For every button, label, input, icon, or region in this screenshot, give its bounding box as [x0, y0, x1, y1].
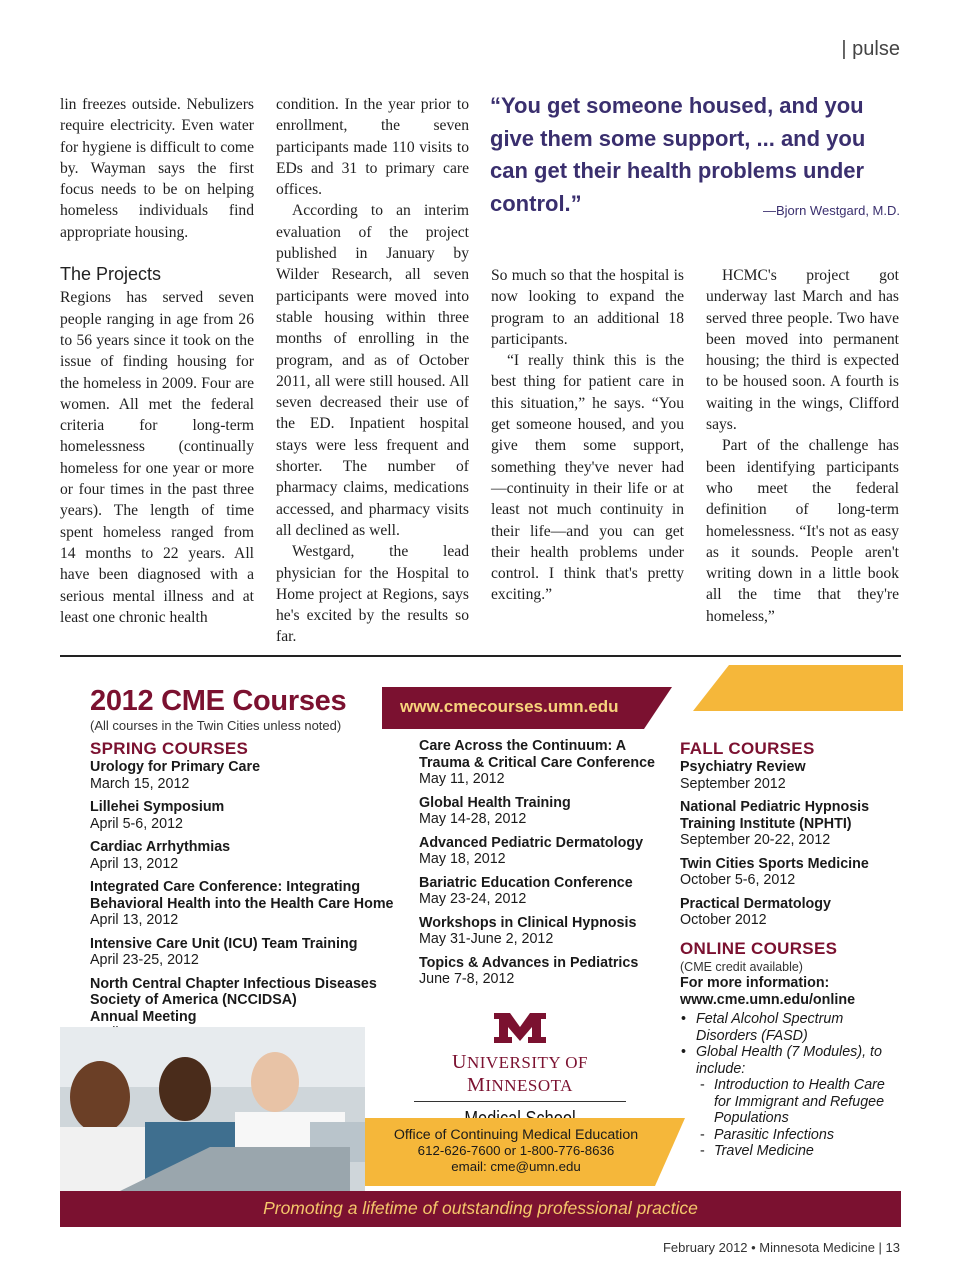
- course-item: [90, 936, 410, 969]
- paragraph: So much so that the hospital is now looking to expand the program to an additional 18 participants.: [491, 267, 684, 348]
- list-subitem: - Introduction to Health Care for Immigrant and Refugee Populations: [700, 1077, 885, 1126]
- course-date: March 15, 2012: [90, 775, 190, 792]
- online-note: (CME credit available): [680, 959, 803, 974]
- block-m-logo-icon: [494, 1013, 546, 1043]
- spring-heading: SPRING COURSES: [90, 739, 249, 758]
- paragraph: lin freezes outside. Nebulizers require electricity. Even water for hygiene is difficult to come by. Wayman says the first focus needs to be on helping homeless individuals find appropriate housing.: [60, 96, 254, 241]
- office-phone: 612-626-7600 or 1-800-776-8636: [417, 1143, 615, 1158]
- course-date: May 23-24, 2012: [419, 891, 527, 907]
- paragraph: Part of the challenge has been identifying participants who meet the federal definition of long-term homelessness. “It's not as easy as it sounds. People aren't writing down in a little book all the time that they're homeless,”: [706, 437, 899, 625]
- online-item: Fetal Alcohol Spectrum Disorders (FASD): [696, 1011, 844, 1044]
- course-date: October 5-6, 2012: [680, 872, 796, 888]
- list-subitem: - Parasitic Infections: [700, 1126, 834, 1143]
- course-item: [419, 915, 679, 948]
- course-title: Global Health Training: [419, 794, 571, 811]
- online-info-url[interactable]: www.cme.umn.edu/online: [680, 991, 856, 1008]
- article-column-4: [706, 265, 899, 627]
- course-title: Topics & Advances in Pediatrics: [419, 954, 639, 971]
- paragraph: According to an interim evaluation of the project published in January by Wilder Research, all seven participants were moved into stable housing within three months of enrolling in the program, and as of October 2011, all were still housed. All seven decreased their use of the ED. Inpatient hospital stays were less frequent and shorter. The number of pharmacy claims, medications accessed, and pharmacy visits all declined as well.: [276, 202, 469, 539]
- doctors-photo: [60, 1027, 365, 1191]
- online-course-list: [680, 1011, 902, 1160]
- course-item: [419, 835, 679, 868]
- course-item: [90, 839, 410, 872]
- course-title: Intensive Care Unit (ICU) Team Training: [90, 935, 358, 952]
- list-item: • Fetal Alcohol Spectrum Disorders (FASD): [681, 1011, 844, 1044]
- online-subitem: Parasitic Infections: [714, 1126, 834, 1143]
- course-date: September 20-22, 2012: [680, 832, 831, 848]
- office-contact: [365, 1127, 667, 1175]
- course-date: September 2012: [680, 775, 786, 792]
- ad-subtitle: (All courses in the Twin Cities unless noted): [90, 718, 342, 733]
- course-date: October 2012: [680, 912, 767, 928]
- course-item: [680, 759, 902, 792]
- course-title: Practical Dermatology: [680, 895, 831, 912]
- page-footer: February 2012 • Minnesota Medicine | 13: [662, 1240, 900, 1255]
- course-title: National Pediatric Hypnosis Training Institute (NPHTI): [680, 799, 870, 832]
- course-item: [419, 795, 679, 828]
- course-item: [680, 856, 902, 889]
- course-item: [90, 799, 410, 832]
- cme-advertisement: [60, 657, 901, 1227]
- office-title: Office of Continuing Medical Education: [393, 1127, 639, 1143]
- course-item: [419, 738, 679, 788]
- subhead: The Projects: [60, 264, 162, 285]
- paragraph: “I really think this is the best thing for patient care in this situation,” he says. “You get someone housed, and you give them some support, something they've never had—continuity in their life or at least not much continuity in their life—and you can get their health problems under control. I think that's pretty exciting.”: [491, 352, 684, 604]
- list-subitem: - Travel Medicine: [700, 1143, 814, 1159]
- online-info-label: For more information:: [680, 975, 830, 991]
- office-email[interactable]: email: cme@umn.edu: [451, 1159, 581, 1174]
- spring-courses: [90, 739, 410, 1049]
- course-title: Urology for Primary Care: [90, 759, 261, 775]
- paragraph: condition. In the year prior to enrollment, the seven participants made 110 visits to EDs and 31 to primary care offices.: [276, 96, 469, 199]
- fall-heading: FALL COURSES: [680, 739, 815, 758]
- gold-accent-shape: [693, 665, 903, 711]
- fall-online-courses: [680, 739, 902, 1160]
- course-date: April 5-6, 2012: [90, 815, 183, 832]
- logo-rule: [414, 1101, 626, 1102]
- tagline: Promoting a lifetime of outstanding professional practice: [263, 1198, 698, 1218]
- mid-courses: [419, 738, 679, 995]
- course-item: [680, 896, 902, 929]
- online-subitem: Introduction to Health Care for Immigrant and Refugee Populations: [714, 1077, 885, 1126]
- course-item: [419, 955, 679, 988]
- course-date: June 7-8, 2012: [419, 971, 515, 987]
- course-item: [680, 799, 902, 849]
- university-logo: [410, 1013, 630, 1131]
- ad-title: 2012 CME Courses: [90, 685, 347, 717]
- ad-url-link[interactable]: www.cmecourses.umn.edu: [400, 697, 619, 716]
- course-title: Lillehei Symposium: [90, 799, 225, 815]
- course-date: April 23-25, 2012: [90, 952, 199, 968]
- pull-quote-attribution: —Bjorn Westgard, M.D.: [762, 203, 900, 218]
- course-title: Bariatric Education Conference: [419, 874, 633, 891]
- online-subitem: Travel Medicine: [714, 1143, 814, 1159]
- course-date: May 18, 2012: [419, 851, 506, 867]
- course-date: May 11, 2012: [419, 771, 505, 787]
- course-date: April 13, 2012: [90, 855, 179, 872]
- course-title: Advanced Pediatric Dermatology: [419, 834, 644, 851]
- paragraph: HCMC's project got underway last March and has served three people. Two have been moved into permanent housing; the third is expected to be housed soon. A fourth is waiting in the wings, Clifford says.: [706, 267, 899, 434]
- paragraph: Westgard, the lead physician for the Hospital to Home project at Regions, says he's excited by the results so far.: [276, 543, 469, 646]
- pull-quote: “You get someone housed, and you give them some support, ... and you can get their health problems under control.”: [490, 93, 866, 216]
- paragraph: Regions has served seven people ranging in age from 26 to 56 years since it took on the issue of finding housing for the homeless in 2009. Four are women. All met the federal criteria for long-term homelessness (continually homeless for one year or more or four times in the past three years). The length of time spent homeless ranged from 14 months to 22 years. All have been diagnosed with a serious mental illness and at least one chronic health: [60, 289, 254, 626]
- university-name: UNIVERSITY OF MINNESOTA: [451, 1051, 589, 1096]
- article-column-1: [60, 94, 254, 628]
- course-title: Integrated Care Conference: Integrating Behavioral Health into the Health Care Home: [90, 879, 394, 912]
- list-item: • Global Health (7 Modules), to include:: [681, 1044, 882, 1077]
- course-title: Cardiac Arrhythmias: [90, 839, 231, 855]
- course-date: May 31-June 2, 2012: [419, 931, 554, 947]
- course-date: May 14-28, 2012: [419, 811, 527, 827]
- course-date: April 13, 2012: [90, 912, 179, 928]
- online-heading: ONLINE COURSES: [680, 938, 838, 958]
- course-title: Care Across the Continuum: A Trauma & Critical Care Conference: [419, 738, 655, 771]
- course-item: [90, 879, 410, 929]
- course-title: Workshops in Clinical Hypnosis: [419, 914, 637, 931]
- course-item: [419, 875, 679, 908]
- course-item: [90, 759, 410, 792]
- article-column-2: [276, 94, 469, 648]
- article-column-3: [491, 265, 684, 606]
- course-title: Twin Cities Sports Medicine: [680, 855, 869, 872]
- online-item: Global Health (7 Modules), to include:: [696, 1044, 882, 1077]
- section-header: | pulse: [841, 38, 900, 60]
- course-title: Psychiatry Review: [680, 759, 806, 775]
- course-title: North Central Chapter Infectious Diseases Society of America (NCCIDSA) Annual Meeting: [90, 975, 377, 1025]
